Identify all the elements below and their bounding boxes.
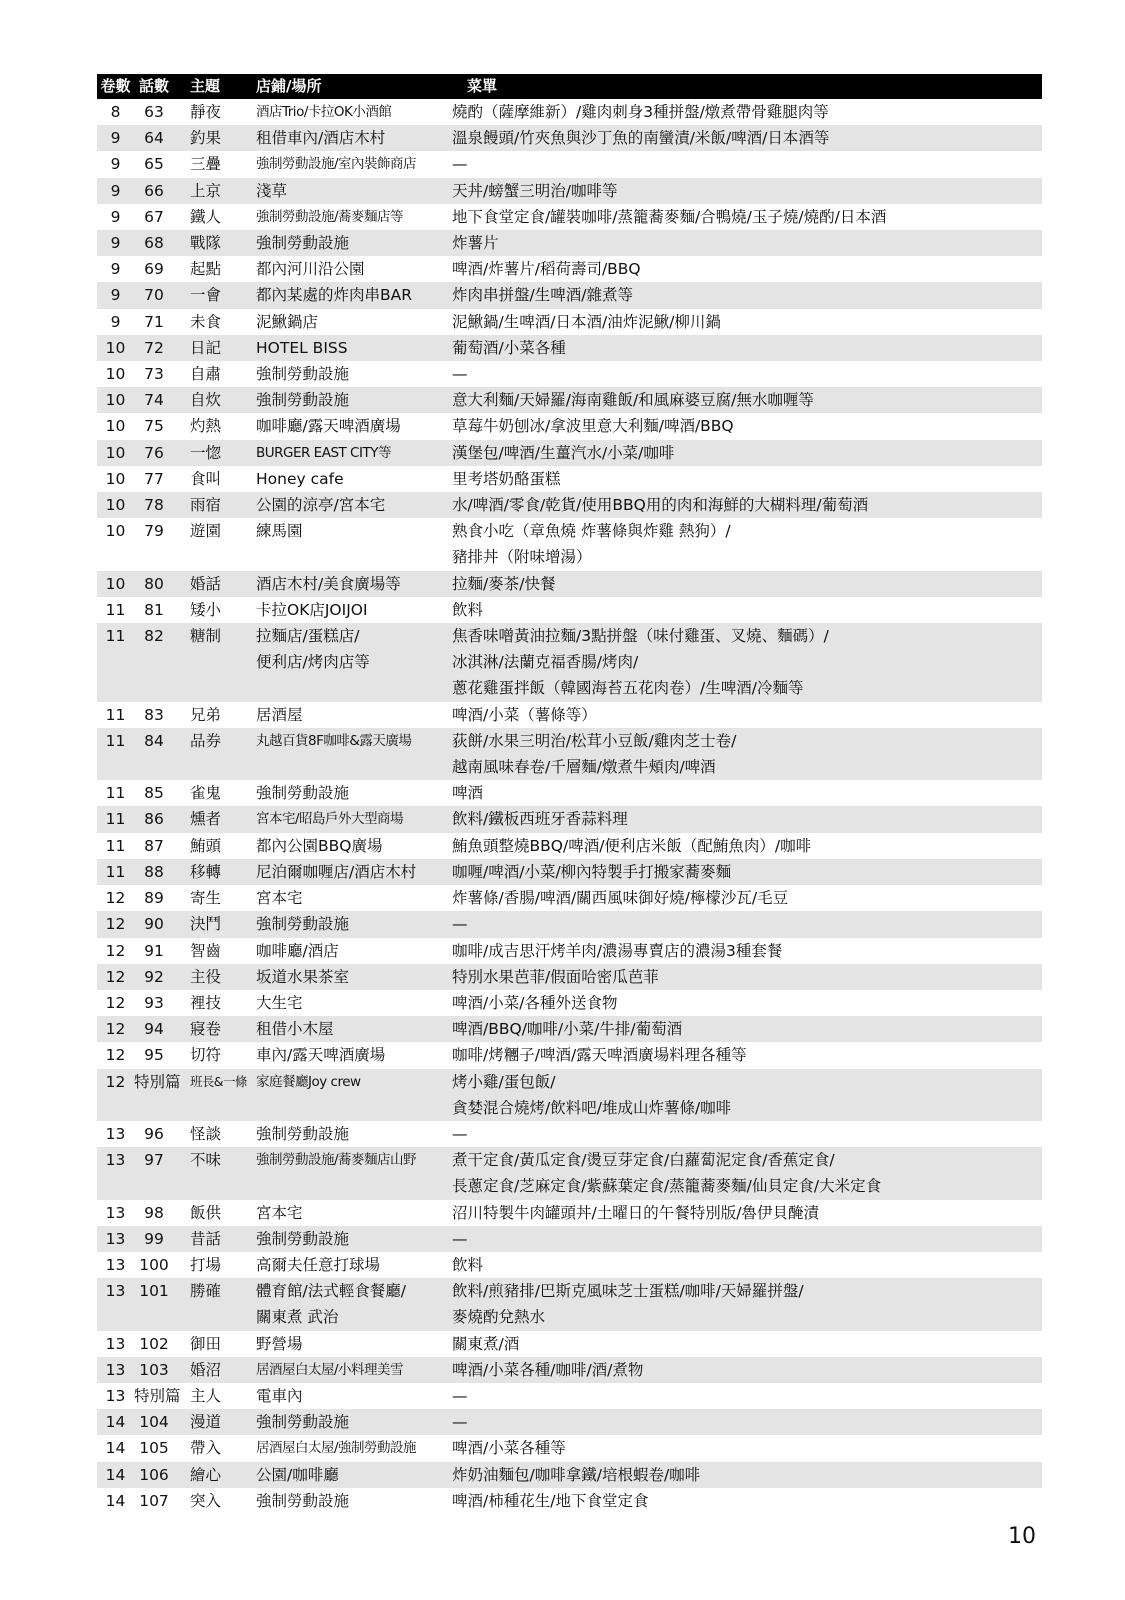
cell-menu: 溫泉饅頭/竹夾魚與沙丁魚的南蠻漬/米飯/啤酒/日本酒等	[452, 129, 830, 148]
table-row	[97, 492, 1042, 518]
cell-volume: 11	[105, 731, 126, 750]
cell-menu: 炸薯條/香腸/啤酒/關西風味御好燒/檸檬沙瓦/毛豆	[452, 889, 789, 908]
cell-shop: 強制勞動設施	[256, 1229, 350, 1248]
cell-volume: 12	[105, 993, 126, 1012]
cell-episode: 97	[144, 1151, 164, 1170]
cell-volume: 9	[110, 260, 121, 279]
cell-volume: 10	[105, 417, 126, 436]
cell-shop: 尼泊爾咖喱店/酒店木村	[256, 862, 417, 881]
cell-episode: 88	[144, 862, 164, 881]
cell-shop: 都內某處的炸肉串BAR	[256, 286, 413, 305]
cell-menu: —	[452, 915, 468, 934]
cell-theme: 上京	[190, 181, 222, 200]
cell-shop: 坂道水果茶室	[256, 967, 350, 986]
cell-shop: 公園/咖啡廳	[256, 1465, 339, 1484]
cell-volume: 12	[105, 1020, 126, 1039]
table-row	[97, 1252, 1042, 1278]
cell-theme: 一會	[190, 286, 222, 305]
table-row	[97, 1357, 1042, 1383]
cell-shop: 車內/露天啤酒廣場	[256, 1046, 386, 1065]
cell-episode: 101	[139, 1282, 169, 1301]
cell-volume: 9	[110, 286, 121, 305]
cell-menu: 地下食堂定食/罐裝咖啡/蒸籠蕎麥麵/合鴨燒/玉子燒/燒酌/日本酒	[452, 207, 887, 226]
cell-menu: 炸奶油麵包/咖啡拿鐵/培根蝦卷/咖啡	[452, 1465, 701, 1484]
cell-episode: 71	[144, 312, 164, 331]
cell-theme: 日記	[190, 338, 222, 357]
cell-volume: 9	[110, 207, 121, 226]
cell-menu: 熟食小吃（章魚燒 炸薯條與炸雞 熱狗）/ 豬排丼（附味增湯）	[452, 522, 731, 567]
cell-menu: 天丼/螃蟹三明治/咖啡等	[452, 181, 618, 200]
cell-menu: 煮干定食/黃瓜定食/燙豆芽定食/白蘿蔔泥定食/香蕉定食/ 長蔥定食/芝麻定食/紫蘇葉定食/蒸籠蕎麥麵/仙貝定食/大米定食	[452, 1151, 882, 1196]
table-row	[97, 1383, 1042, 1409]
cell-episode: 105	[139, 1439, 169, 1458]
episode-table	[97, 74, 1042, 1514]
table-row	[97, 466, 1042, 492]
table-row	[97, 1488, 1042, 1514]
cell-theme: 寄生	[190, 889, 222, 908]
cell-episode: 66	[144, 181, 164, 200]
cell-menu: 飲料	[452, 1255, 484, 1274]
cell-shop: 練馬園	[256, 522, 303, 541]
cell-menu: 咖喱/啤酒/小菜/柳內特製手打搬家蕎麥麵	[452, 862, 732, 881]
cell-menu: 焦香味噌黃油拉麵/3點拼盤（味付雞蛋、叉燒、麵碼）/ 冰淇淋/法蘭克福香腸/烤肉/ 蔥花雞蛋拌飯（韓國海苔五花肉卷）/生啤酒/冷麵等	[452, 627, 829, 698]
cell-shop: 電車內	[256, 1386, 303, 1405]
cell-volume: 9	[110, 234, 121, 253]
cell-shop: 宮本宅	[256, 889, 303, 908]
header-theme: 主題	[190, 77, 221, 95]
cell-theme: 兄弟	[190, 705, 222, 724]
cell-volume: 10	[105, 391, 126, 410]
cell-theme: 決鬥	[190, 915, 222, 934]
cell-episode: 75	[144, 417, 164, 436]
cell-episode: 64	[144, 129, 164, 148]
cell-episode: 100	[139, 1255, 169, 1274]
table-row	[97, 256, 1042, 282]
cell-shop: 強制勞動設施	[256, 365, 350, 384]
table-row	[97, 309, 1042, 335]
table-row	[97, 1200, 1042, 1226]
cell-theme: 移轉	[190, 862, 222, 881]
cell-episode: 102	[139, 1334, 169, 1353]
cell-shop: 居酒屋白太屋/強制勞動設施	[256, 1440, 417, 1457]
cell-menu: —	[452, 1124, 468, 1143]
cell-shop: 強制勞動設施	[256, 391, 350, 410]
cell-volume: 12	[105, 967, 126, 986]
cell-menu: 啤酒	[452, 784, 484, 803]
cell-theme: 矮小	[190, 600, 222, 619]
cell-shop: 咖啡廳/酒店	[256, 941, 339, 960]
cell-episode: 70	[144, 286, 164, 305]
cell-episode: 86	[144, 810, 164, 829]
cell-theme: 昔話	[190, 1229, 222, 1248]
cell-theme: 婚話	[190, 574, 222, 593]
table-row	[97, 780, 1042, 806]
cell-shop: 強制勞動設施	[256, 784, 350, 803]
cell-theme: 鐵人	[190, 207, 222, 226]
table-row	[97, 1016, 1042, 1042]
table-row	[97, 361, 1042, 387]
cell-volume: 11	[105, 600, 126, 619]
table-row	[97, 702, 1042, 728]
header-volume: 卷數	[100, 77, 131, 95]
cell-shop: 強制勞動設施	[256, 1491, 350, 1510]
cell-volume: 13	[105, 1229, 126, 1248]
cell-shop: 宮本宅	[256, 1203, 303, 1222]
cell-episode: 98	[144, 1203, 164, 1222]
page-number: 10	[1008, 1524, 1036, 1549]
table-row	[97, 990, 1042, 1016]
cell-volume: 9	[110, 129, 121, 148]
cell-episode: 99	[144, 1229, 164, 1248]
table-row	[97, 282, 1042, 308]
table-row	[97, 597, 1042, 623]
cell-menu: 啤酒/小菜/各種外送食物	[452, 993, 618, 1012]
table-row	[97, 1147, 1042, 1199]
cell-shop: 居酒屋	[256, 705, 303, 724]
cell-episode: 83	[144, 705, 164, 724]
cell-volume: 10	[105, 338, 126, 357]
cell-volume: 13	[105, 1282, 126, 1301]
cell-episode: 特別篇	[134, 1386, 181, 1405]
cell-shop: 咖啡廳/露天啤酒廣場	[256, 417, 401, 436]
cell-theme: 釣果	[190, 129, 222, 148]
cell-episode: 74	[144, 391, 164, 410]
cell-theme: 糖制	[190, 627, 222, 646]
cell-menu: 鮪魚頭整燒BBQ/啤酒/便利店米飯（配鮪魚肉）/咖啡	[452, 836, 812, 855]
cell-theme: 打場	[190, 1255, 222, 1274]
cell-theme: 灼熱	[190, 417, 222, 436]
cell-theme: 御田	[190, 1334, 222, 1353]
cell-theme: 突入	[190, 1491, 222, 1510]
cell-episode: 85	[144, 784, 164, 803]
cell-episode: 93	[144, 993, 164, 1012]
table-row	[97, 1462, 1042, 1488]
cell-episode: 89	[144, 889, 164, 908]
cell-volume: 13	[105, 1255, 126, 1274]
cell-menu: 燒酌（薩摩維新）/雞肉刺身3種拼盤/燉煮帶骨雞腿肉等	[452, 103, 829, 121]
cell-shop: 都內公園BBQ廣場	[256, 836, 383, 855]
cell-menu: 葡萄酒/小菜各種	[452, 338, 566, 357]
cell-theme: 自炊	[190, 391, 222, 410]
cell-theme: 班長&一條	[190, 1073, 247, 1089]
cell-menu: 關東煮/酒	[452, 1334, 520, 1353]
cell-theme: 漫道	[190, 1413, 222, 1432]
cell-shop: 租借車內/酒店木村	[256, 129, 386, 148]
table-row	[97, 1331, 1042, 1357]
cell-theme: 未食	[190, 312, 222, 331]
cell-volume: 11	[105, 810, 126, 829]
cell-menu: 烤小雞/蛋包飯/ 貪婪混合燒烤/飲料吧/堆成山炸薯條/咖啡	[452, 1072, 732, 1117]
cell-menu: 啤酒/小菜（薯條等）	[452, 705, 597, 724]
cell-volume: 11	[105, 836, 126, 855]
cell-shop: 大生宅	[256, 993, 303, 1012]
cell-shop: BURGER EAST CITY等	[256, 444, 391, 461]
cell-shop: 體育館/法式輕食餐廳/ 關東煮 武治	[256, 1282, 406, 1327]
cell-theme: 智齒	[190, 941, 222, 960]
cell-shop: 酒店木村/美食廣場等	[256, 574, 401, 593]
cell-volume: 10	[105, 443, 126, 462]
cell-shop: 強制勞動設施	[256, 234, 350, 253]
table-row	[97, 204, 1042, 230]
cell-theme: 飯供	[190, 1203, 222, 1222]
cell-volume: 14	[105, 1439, 126, 1458]
cell-episode: 103	[139, 1360, 169, 1379]
cell-volume: 14	[105, 1465, 126, 1484]
header-episode: 話數	[138, 77, 169, 95]
cell-episode: 69	[144, 260, 164, 279]
cell-menu: 意大利麵/天婦羅/海南雞飯/和風麻婆豆腐/無水咖喱等	[452, 391, 814, 410]
table-row	[97, 1278, 1042, 1330]
cell-menu: 泥鰍鍋/生啤酒/日本酒/油炸泥鰍/柳川鍋	[452, 312, 721, 331]
cell-theme: 不味	[190, 1151, 222, 1170]
cell-shop: 強制勞動設施	[256, 1413, 350, 1432]
cell-menu: 飲料/鐵板西班牙香蒜料理	[452, 810, 628, 829]
cell-volume: 9	[110, 155, 121, 174]
cell-menu: —	[452, 1229, 468, 1248]
cell-menu: 炸肉串拼盤/生啤酒/雜煮等	[452, 286, 633, 305]
cell-theme: 戰隊	[190, 234, 222, 253]
cell-theme: 寢卷	[190, 1020, 222, 1039]
cell-menu: 飲料/煎豬排/巴斯克風味芝士蛋糕/咖啡/天婦羅拼盤/ 麥燒酌兌熱水	[452, 1282, 804, 1327]
cell-episode: 107	[139, 1491, 169, 1510]
table-row	[97, 387, 1042, 413]
cell-menu: 啤酒/BBQ/咖啡/小菜/牛排/葡萄酒	[452, 1020, 683, 1039]
header-shop: 店鋪/場所	[256, 77, 322, 95]
cell-volume: 14	[105, 1491, 126, 1510]
cell-episode: 92	[144, 967, 164, 986]
table-row	[97, 885, 1042, 911]
header-menu: 菜單	[467, 77, 498, 95]
cell-menu: 水/啤酒/零食/乾貨/使用BBQ用的肉和海鮮的大楜料理/葡萄酒	[452, 496, 869, 515]
cell-episode: 77	[144, 469, 164, 488]
cell-episode: 65	[144, 155, 164, 174]
cell-menu: —	[452, 365, 468, 384]
cell-episode: 67	[144, 207, 164, 226]
cell-volume: 14	[105, 1413, 126, 1432]
table-row	[97, 151, 1042, 177]
cell-theme: 雀鬼	[190, 784, 222, 803]
cell-menu: 草莓牛奶刨冰/拿波里意大利麵/啤酒/BBQ	[452, 417, 734, 436]
table-row	[97, 440, 1042, 466]
table-row	[97, 125, 1042, 151]
table-row	[97, 623, 1042, 702]
cell-volume: 13	[105, 1360, 126, 1379]
table-body	[97, 99, 1042, 1514]
cell-theme: 繪心	[190, 1465, 222, 1484]
cell-shop: 淺草	[256, 181, 288, 200]
table-row	[97, 178, 1042, 204]
cell-theme: 帶入	[190, 1439, 222, 1458]
cell-theme: 燻者	[190, 810, 222, 829]
cell-shop: 租借小木屋	[256, 1020, 334, 1039]
cell-shop: 野營場	[256, 1334, 303, 1353]
cell-volume: 12	[105, 941, 126, 960]
cell-menu: 荻餅/水果三明治/松茸小豆飯/雞肉芝士卷/ 越南風味春卷/千層麵/燉煮牛頰肉/啤酒	[452, 731, 737, 777]
cell-shop: 強制勞動設施/蕎麥麵店等	[256, 208, 404, 225]
table-row	[97, 1226, 1042, 1252]
cell-shop: 丸越百貨8F咖啡&露天廣場	[256, 732, 412, 749]
cell-episode: 81	[144, 600, 164, 619]
cell-theme: 三疊	[190, 155, 222, 174]
cell-menu: 啤酒/炸薯片/稻荷壽司/BBQ	[452, 260, 641, 279]
cell-volume: 9	[110, 181, 121, 200]
cell-volume: 11	[105, 705, 126, 724]
cell-episode: 68	[144, 234, 164, 253]
cell-theme: 一惚	[190, 443, 222, 462]
cell-theme: 裡技	[190, 993, 222, 1012]
table-row	[97, 335, 1042, 361]
cell-episode: 73	[144, 365, 164, 384]
table-header	[97, 74, 1042, 99]
cell-menu: 啤酒/柿種花生/地下食堂定食	[452, 1491, 649, 1510]
cell-shop: HOTEL BISS	[256, 338, 348, 357]
table-row	[97, 571, 1042, 597]
table-row	[97, 938, 1042, 964]
cell-menu: 里考塔奶酪蛋糕	[452, 469, 561, 488]
cell-theme: 自肅	[190, 365, 222, 384]
cell-volume: 11	[105, 862, 126, 881]
cell-theme: 怪談	[190, 1124, 222, 1143]
table-row	[97, 230, 1042, 256]
cell-volume: 13	[105, 1124, 126, 1143]
cell-episode: 特別篇	[134, 1072, 181, 1091]
table-row	[97, 518, 1042, 570]
cell-volume: 13	[105, 1203, 126, 1222]
cell-volume: 12	[105, 889, 126, 908]
cell-episode: 90	[144, 915, 164, 934]
cell-menu: 沼川特製牛肉罐頭丼/土曜日的午餐特別版/魯伊貝醃漬	[452, 1203, 819, 1222]
table-row	[97, 1121, 1042, 1147]
table-row	[97, 1069, 1042, 1121]
cell-episode: 84	[144, 731, 164, 750]
table-row	[97, 1409, 1042, 1435]
cell-shop: 居酒屋白太屋/小料理美雪	[256, 1361, 404, 1378]
cell-theme: 勝確	[190, 1282, 222, 1301]
cell-shop: 強制勞動設施	[256, 1124, 350, 1143]
cell-shop: 拉麵店/蛋糕店/ 便利店/烤肉店等	[256, 627, 370, 672]
cell-volume: 10	[105, 522, 126, 541]
cell-menu: 漢堡包/啤酒/生薑汽水/小菜/咖啡	[452, 443, 675, 462]
cell-volume: 10	[105, 574, 126, 593]
cell-shop: 強制勞動設施/蕎麥麵店山野	[256, 1152, 417, 1169]
cell-episode: 104	[139, 1413, 169, 1432]
cell-menu: —	[452, 1386, 468, 1405]
cell-shop: Honey cafe	[256, 469, 344, 488]
cell-volume: 10	[105, 469, 126, 488]
cell-menu: —	[452, 1413, 468, 1432]
cell-volume: 13	[105, 1151, 126, 1170]
table-row	[97, 728, 1042, 780]
cell-episode: 87	[144, 836, 164, 855]
cell-volume: 13	[105, 1334, 126, 1353]
cell-shop: 強制勞動設施/室內裝飾商店	[256, 156, 417, 173]
table-row	[97, 964, 1042, 990]
cell-volume: 12	[105, 1046, 126, 1065]
cell-volume: 12	[105, 915, 126, 934]
cell-menu: —	[452, 155, 468, 174]
cell-shop: 高爾夫任意打球場	[256, 1255, 381, 1274]
cell-menu: 炸薯片	[452, 234, 499, 253]
cell-menu: 咖啡/烤糰子/啤酒/露天啤酒廣場料理各種等	[452, 1046, 747, 1065]
cell-theme: 主人	[190, 1386, 222, 1405]
table-row	[97, 413, 1042, 439]
cell-theme: 遊園	[190, 522, 222, 541]
cell-shop: 都內河川沿公園	[256, 260, 365, 279]
cell-theme: 起點	[190, 260, 222, 279]
cell-menu: 咖啡/成吉思汗烤羊肉/濃湯專賣店的濃湯3種套餐	[452, 941, 783, 960]
cell-volume: 11	[105, 627, 126, 646]
cell-shop: 公園的涼亭/宮本宅	[256, 496, 386, 515]
cell-menu: 拉麵/麥茶/快餐	[452, 574, 556, 593]
cell-theme: 切符	[190, 1046, 222, 1065]
cell-theme: 雨宿	[190, 496, 222, 515]
cell-shop: 酒店Trio/卡拉OK小酒館	[256, 104, 392, 120]
cell-shop: 泥鰍鍋店	[256, 312, 319, 331]
cell-theme: 食叫	[190, 469, 222, 488]
table-row	[97, 859, 1042, 885]
cell-theme: 主役	[190, 967, 222, 986]
cell-shop: 強制勞動設施	[256, 915, 350, 934]
cell-theme: 靜夜	[190, 103, 222, 121]
cell-menu: 啤酒/小菜各種等	[452, 1439, 566, 1458]
cell-episode: 106	[139, 1465, 169, 1484]
cell-volume: 10	[105, 365, 126, 384]
cell-shop: 宮本宅/昭島戶外大型商場	[256, 811, 404, 828]
cell-volume: 11	[105, 784, 126, 803]
table-row	[97, 1042, 1042, 1068]
cell-theme: 婚沼	[190, 1360, 222, 1379]
table-row	[97, 806, 1042, 832]
cell-episode: 91	[144, 941, 164, 960]
cell-theme: 品券	[190, 731, 222, 750]
cell-shop: 卡拉OK店JOIJOI	[256, 600, 368, 619]
cell-menu: 飲料	[452, 600, 484, 619]
cell-theme: 鮪頭	[190, 836, 222, 855]
table-row	[97, 1435, 1042, 1461]
table-row	[97, 99, 1042, 125]
cell-episode: 72	[144, 338, 164, 357]
cell-episode: 94	[144, 1020, 164, 1039]
cell-volume: 12	[105, 1072, 126, 1091]
table-row	[97, 911, 1042, 937]
cell-volume: 8	[110, 103, 121, 121]
cell-shop: 家庭餐廳Joy crew	[256, 1073, 361, 1090]
cell-episode: 80	[144, 574, 164, 593]
cell-episode: 79	[144, 522, 164, 541]
cell-episode: 95	[144, 1046, 164, 1065]
cell-episode: 63	[144, 103, 164, 121]
cell-episode: 96	[144, 1124, 164, 1143]
cell-volume: 10	[105, 496, 126, 515]
cell-menu: 啤酒/小菜各種/咖啡/酒/煮物	[452, 1360, 644, 1379]
cell-episode: 78	[144, 496, 164, 515]
cell-episode: 76	[144, 443, 164, 462]
cell-episode: 82	[144, 627, 164, 646]
cell-volume: 9	[110, 312, 121, 331]
cell-volume: 13	[105, 1386, 126, 1405]
cell-menu: 特別水果芭菲/假面哈密瓜芭菲	[452, 967, 659, 986]
table-row	[97, 833, 1042, 859]
